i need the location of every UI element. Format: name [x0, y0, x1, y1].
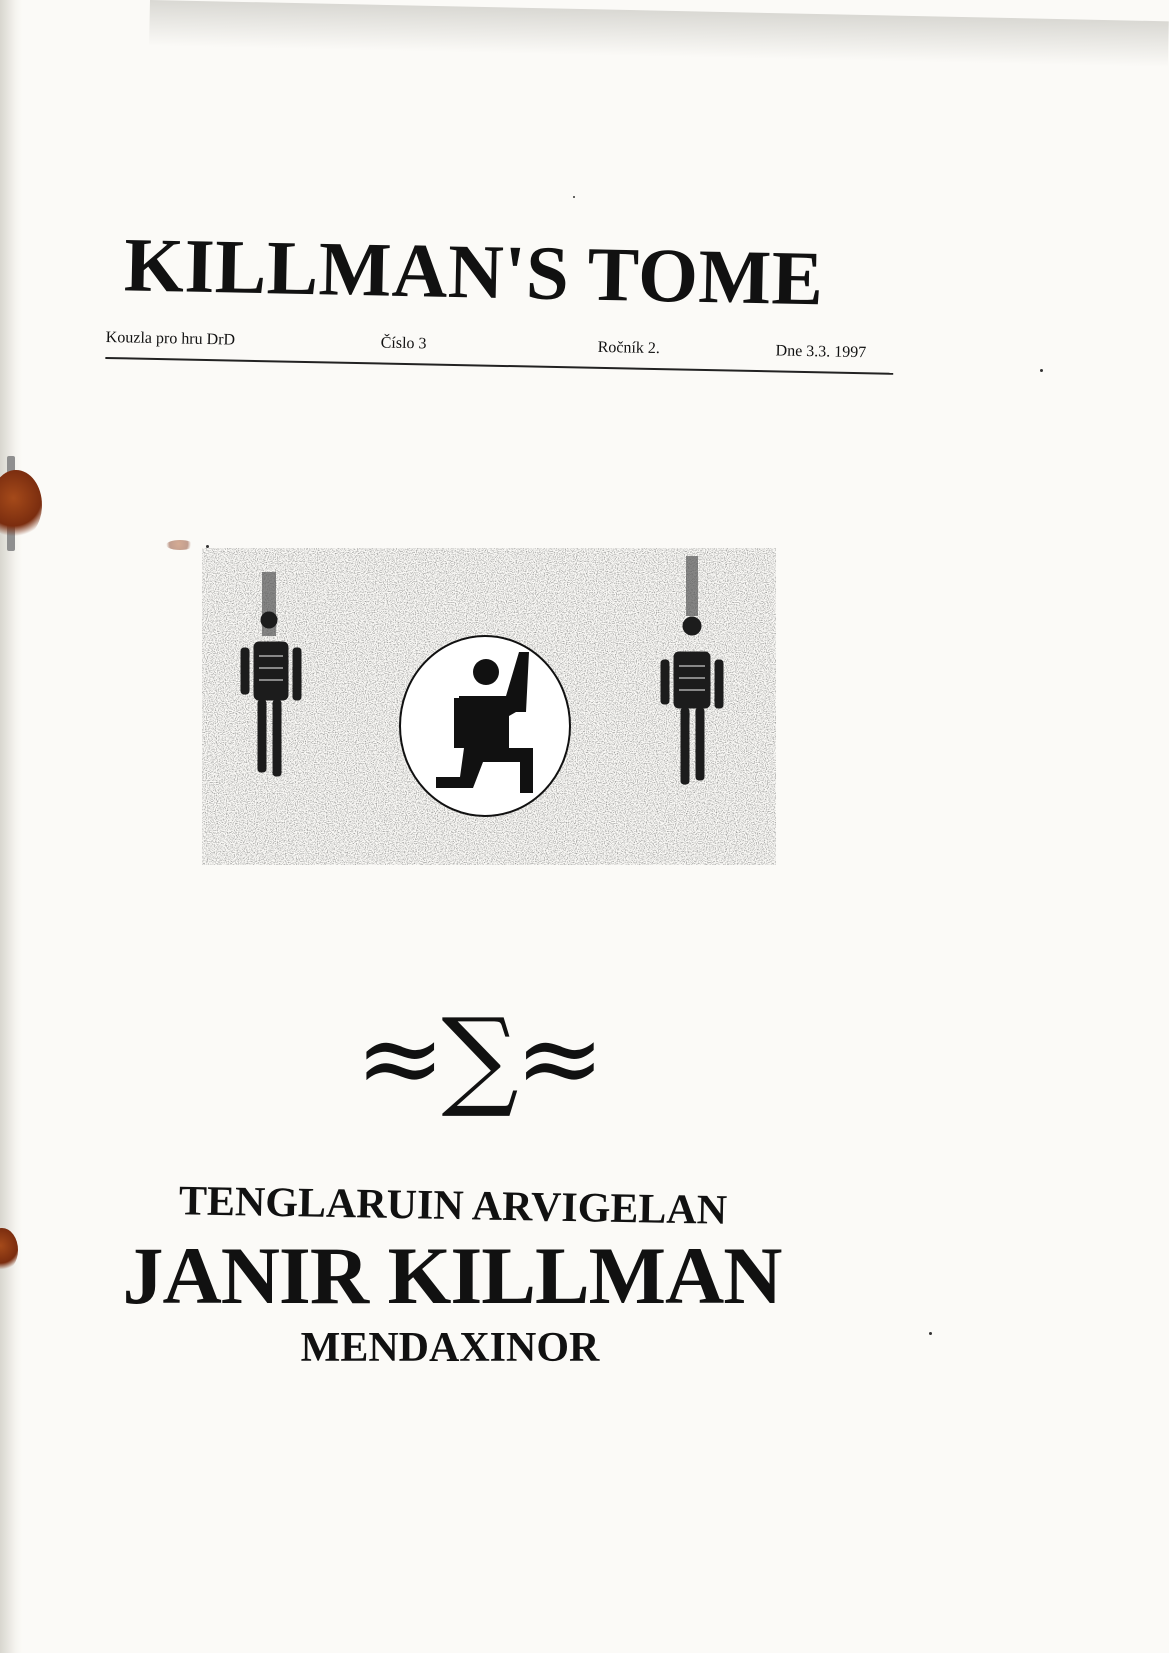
rust-stain: [166, 540, 194, 550]
issue-number: Číslo 3: [380, 334, 427, 353]
paper-edge: [0, 0, 22, 1653]
sigma-emblem: ≈∑≈: [355, 996, 602, 1121]
issue-date: Dne 3.3. 1997: [775, 342, 867, 362]
scan-speck: [929, 1332, 932, 1335]
author-block: [110, 1178, 830, 1371]
page-title: KILLMAN'S TOME: [123, 221, 825, 322]
author-first-line: TENGLARUIN ARVIGELAN: [178, 1178, 728, 1234]
scan-speck: [1040, 369, 1043, 372]
author-last-line: MENDAXINOR: [300, 1325, 600, 1371]
author-main-name: JANIR KILLMAN: [122, 1230, 782, 1321]
volume-number: Ročník 2.: [597, 338, 661, 358]
scan-speck: [573, 196, 575, 198]
scan-shadow: [149, 0, 1169, 67]
masthead: [105, 221, 903, 375]
scan-speck: [206, 545, 209, 548]
cover-illustration: [202, 548, 776, 865]
rust-stain: [0, 470, 42, 540]
subtitle: Kouzla pro hru DrD: [105, 328, 236, 349]
kneeling-figure-emblem: [400, 636, 570, 816]
